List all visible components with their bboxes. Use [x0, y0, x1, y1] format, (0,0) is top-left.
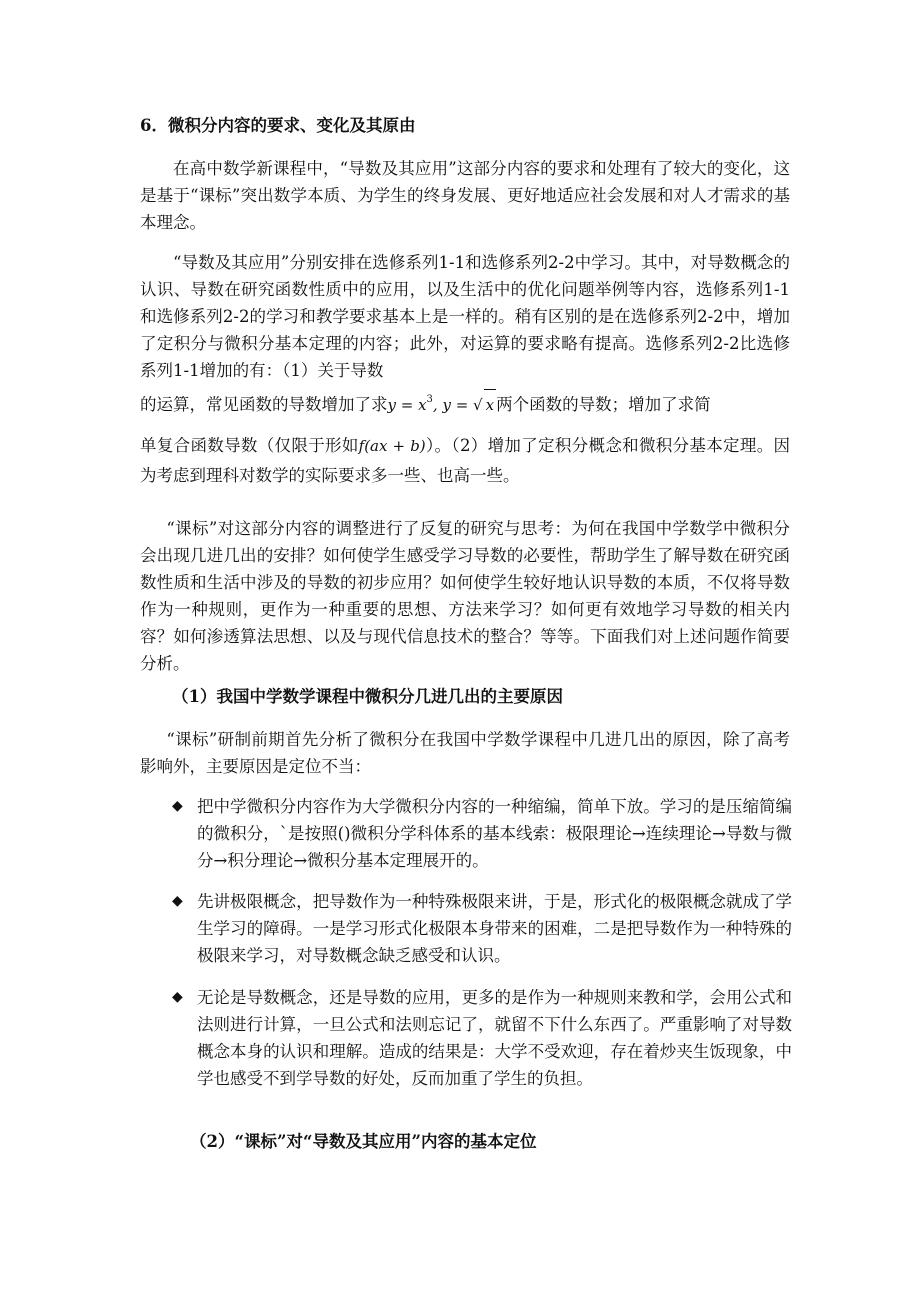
paragraph-intro: 在高中数学新课程中，“导数及其应用”这部分内容的要求和处理有了较大的变化，这是基于“课标”突出数学本质、为学生的终身发展、更好地适应社会发展和对人才需求的基本理念。 [140, 159, 790, 232]
paragraph-courses-text-a: “导数及其应用”分别安排在选修系列1-1和选修系列2-2中学习。其中，对导数概念的认识、导数在研究函数性质中的应用，以及生活中的优化问题举例等内容，选修系列1-1和选修系列2-2的学习和教学要求基本上是一样的。稍有区别的是在选修系列2-2中，增加了定积分与微积分基本定理的内容；此外，对运算的要求略有提高。选修系列2-2比选修系列1-1增加的有：（1）关于导数 [140, 253, 790, 380]
bullet-item [172, 793, 792, 874]
paragraph-courses-text-e: ）。（2）增加了定积分概念和微积分基本定理。因为考虑到理科对数学的实际要求多一些、也高一些。 [140, 436, 791, 485]
paragraph-courses-line-math1 [140, 385, 790, 420]
section-heading-6: 6．微积分内容的要求、变化及其原由 [140, 116, 416, 135]
bullet-text: 先讲极限概念，把导数作为一种特殊极限来讲，于是，形式化的极限概念就成了学生学习的障碍。一是学习形式化极限本身带来的困难，二是把导数作为一种特殊的极限来学习，对导数概念缺乏感受和认识。 [197, 892, 792, 965]
paragraph-analysis: “课标”研制前期首先分析了微积分在我国中学数学课程中几进几出的原因，除了高考影响外，主要原因是定位不当： [140, 730, 790, 776]
formula-f-ax-plus-b: f(ax + b) [358, 437, 426, 455]
subheading-reasons: （1）我国中学数学课程中微积分几进几出的主要原因 [172, 687, 563, 706]
bullet-text: 无论是导数概念，还是导数的应用，更多的是作为一种规则来教和学，会用公式和法则进行计算，一旦公式和法则忘记了，就留不下什么东西了。严重影响了对导数概念本身的认识和理解。造成的结果是：大学不受欢迎，存在着炒夹生饭现象，中学也感受不到学导数的好处，反而加重了学生的负担。 [197, 988, 792, 1088]
bullet-item [172, 984, 792, 1092]
bullet-item [172, 888, 792, 969]
diamond-bullet-icon: ◆ [172, 798, 183, 814]
bullet-text: 把中学微积分内容作为大学微积分内容的一种缩编，简单下放。学习的是压缩简编的微积分，ˋ是按照()微积分学科体系的基本线索：极限理论→连续理论→导数与微分→积分理论→微积分基本定理展开的。 [197, 797, 792, 870]
paragraph-courses [140, 249, 790, 384]
diamond-bullet-icon: ◆ [172, 989, 183, 1005]
paragraph-courses-text-d: 单复合函数导数（仅限于形如 [140, 436, 359, 455]
paragraph-courses-text-c: 两个函数的导数；增加了求简 [496, 395, 711, 414]
subheading-positioning: （2）“课标”对“导数及其应用”内容的基本定位 [190, 1132, 537, 1151]
formula-y-x-cubed: $y = x^3$, y = √ x [388, 396, 497, 414]
paragraph-reflection: “课标”对这部分内容的调整进行了反复的研究与思考：为何在我国中学数学中微积分会出现几进几出的安排？如何使学生感受学习导数的必要性，帮助学生了解导数在研究函数性质和生活中涉及的导数的初步应用？如何使学生较好地认识导数的本质，不仅将导数作为一种规则，更作为一种重要的思想、方法来学习？如何更有效地学习导数的相关内容？如何渗透算法思想、以及与现代信息技术的整合？等等。下面我们对上述问题作简要分析。 [140, 519, 790, 673]
diamond-bullet-icon: ◆ [172, 893, 183, 909]
paragraph-courses-line-math2 [140, 431, 790, 491]
paragraph-courses-text-b: 的运算，常见函数的导数增加了求 [140, 395, 388, 414]
